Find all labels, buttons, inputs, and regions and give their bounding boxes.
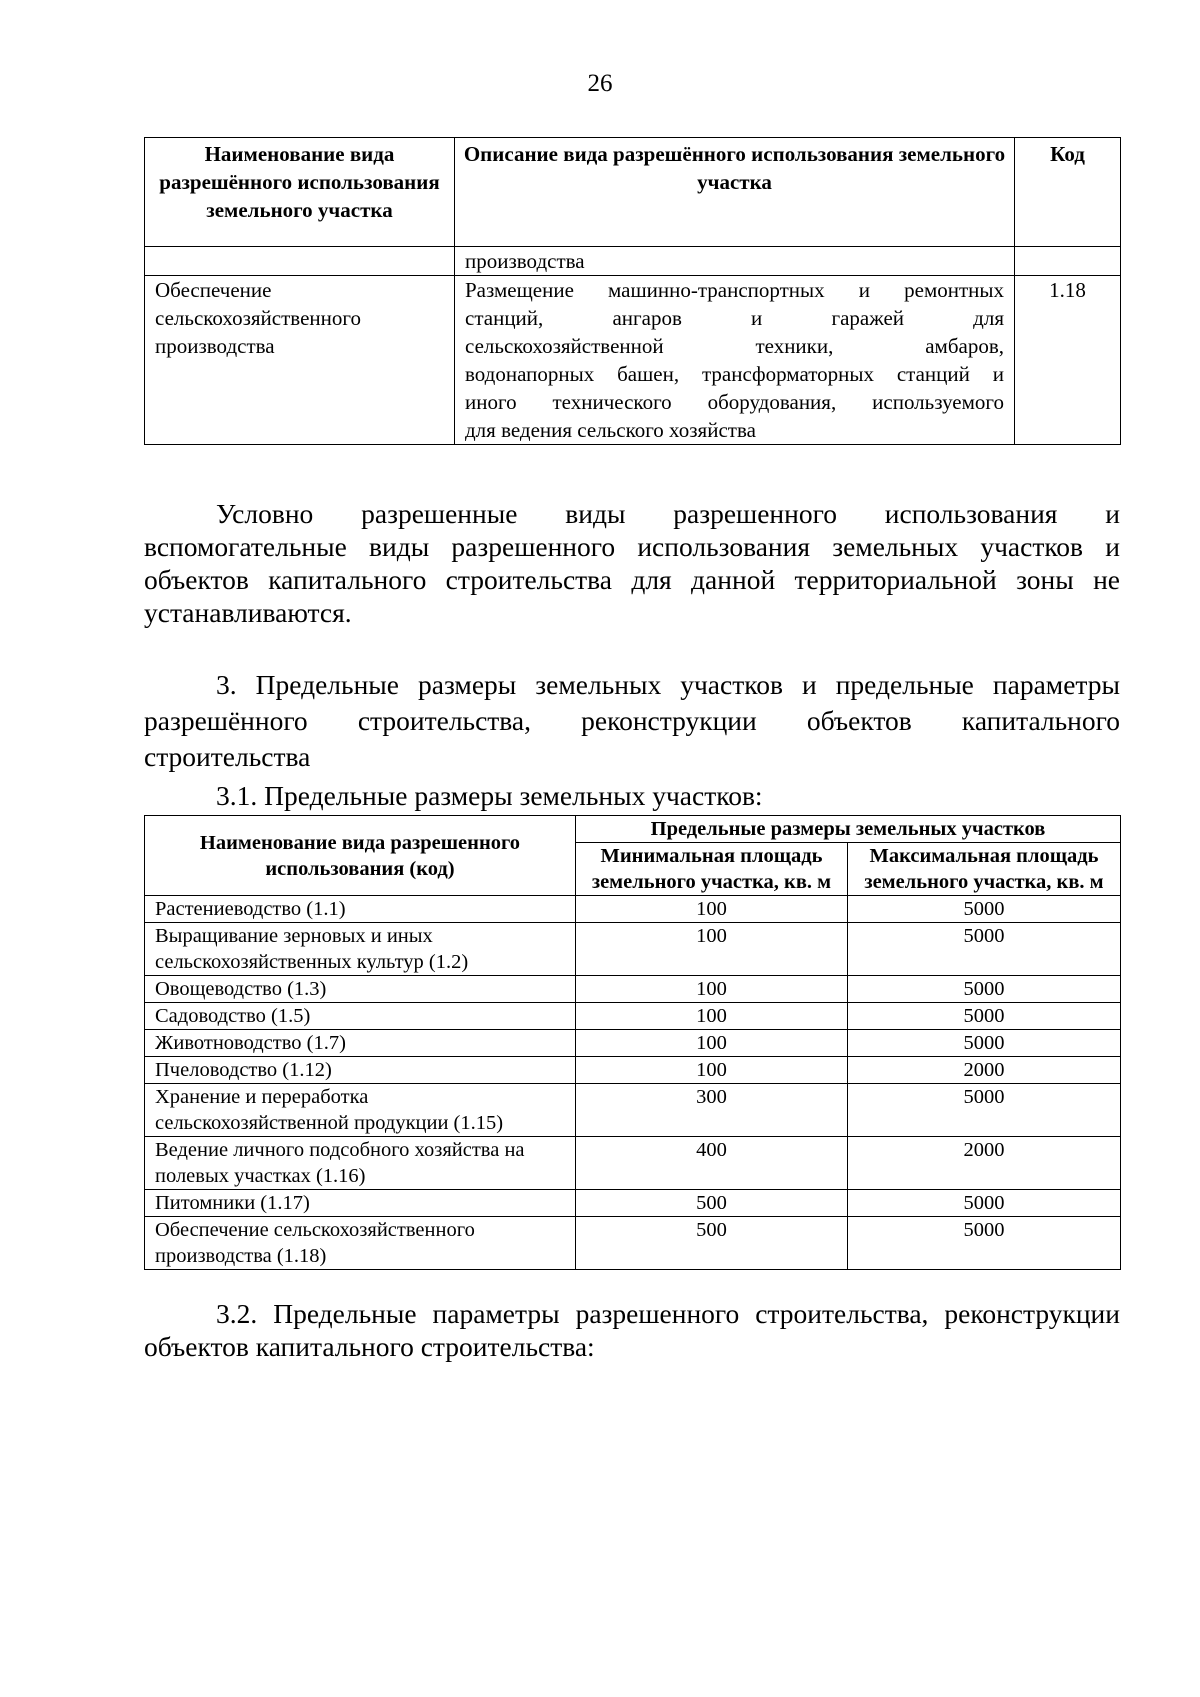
table-row [145,1003,1121,1030]
header-min-area: Минимальная площадь земельного участка, кв. м [576,843,848,896]
cell-max-area: 5000 [848,1190,1121,1217]
header-use-name-code: Наименование вида разрешенного использования (код) [145,816,576,896]
paragraph-line: объектов капитального строительства для данной территориальной зоны не [144,564,1120,595]
cell-use-code [1015,247,1121,276]
permitted-uses-table [144,137,1121,445]
table-header-row [145,816,1121,843]
cell-min-area: 100 [576,1003,848,1030]
description-line: станций, ангаров и гаражей для [465,306,1004,330]
cell-use-name: Хранение и переработка сельскохозяйственной продукции (1.15) [145,1084,576,1137]
description-line: сельскохозяйственной техники, амбаров, [465,334,1004,358]
cell-use-name: Садоводство (1.5) [145,1003,576,1030]
table-row [145,247,1121,276]
table-row [145,896,1121,923]
cell-min-area: 100 [576,896,848,923]
heading-line: разрешённого строительства, реконструкции объектов капитального [144,705,1120,736]
header-max-area: Максимальная площадь земельного участка, кв. м [848,843,1121,896]
description-line: иного технического оборудования, используемого [465,390,1004,414]
section-3-1-heading: 3.1. Предельные размеры земельных участков: [216,780,763,811]
cell-use-name: Животноводство (1.7) [145,1030,576,1057]
cell-min-area: 300 [576,1084,848,1137]
cell-max-area: 2000 [848,1057,1121,1084]
header-size-limits: Предельные размеры земельных участков [576,816,1121,843]
table-header-row [145,138,1121,247]
table-row [145,1030,1121,1057]
cell-max-area: 2000 [848,1137,1121,1190]
cell-min-area: 500 [576,1190,848,1217]
conditional-uses-paragraph [144,497,1120,629]
cell-use-name: Пчеловодство (1.12) [145,1057,576,1084]
paragraph-line: Условно разрешенные виды разрешенного использования и [216,498,1120,529]
cell-use-name: Обеспечение сельскохозяйственного производства [145,276,455,445]
cell-use-name: Овощеводство (1.3) [145,976,576,1003]
cell-min-area: 100 [576,976,848,1003]
cell-min-area: 500 [576,1217,848,1270]
cell-use-name: Выращивание зерновых и иных сельскохозяйственных культур (1.2) [145,923,576,976]
paragraph-line: 3.2. Предельные параметры разрешенного строительства, реконструкции [216,1298,1120,1329]
heading-line: строительства [144,741,311,772]
cell-max-area: 5000 [848,1003,1121,1030]
cell-max-area: 5000 [848,1084,1121,1137]
cell-max-area: 5000 [848,1217,1121,1270]
table-row [145,923,1121,976]
cell-use-name: Обеспечение сельскохозяйственного производства (1.18) [145,1217,576,1270]
paragraph-line: устанавливаются. [144,597,352,628]
header-use-code: Код [1015,138,1121,247]
header-use-description: Описание вида разрешённого использования земельного участка [455,138,1015,247]
table-row [145,1137,1121,1190]
table-row [145,1217,1121,1270]
cell-min-area: 100 [576,923,848,976]
paragraph-line: вспомогательные виды разрешенного использования земельных участков и [144,531,1120,562]
cell-use-name: Растениеводство (1.1) [145,896,576,923]
cell-use-code: 1.18 [1015,276,1121,445]
cell-use-name [145,247,455,276]
cell-min-area: 100 [576,1057,848,1084]
cell-max-area: 5000 [848,896,1121,923]
description-line: Размещение машинно-транспортных и ремонтных [465,278,1004,302]
cell-min-area: 400 [576,1137,848,1190]
cell-max-area: 5000 [848,976,1121,1003]
table-row [145,976,1121,1003]
description-line: для ведения сельского хозяйства [465,418,756,442]
page-number: 26 [587,70,613,97]
cell-use-description: производства [455,247,1015,276]
cell-use-description [455,276,1015,445]
table-row [145,1084,1121,1137]
heading-line: 3. Предельные размеры земельных участков и предельные параметры [216,669,1120,700]
paragraph-line: объектов капитального строительства: [144,1331,595,1362]
description-line: водонапорных башен, трансформаторных станций и [465,362,1004,386]
header-use-name: Наименование вида разрешённого использования земельного участка [145,138,455,247]
cell-min-area: 100 [576,1030,848,1057]
table-row [145,1190,1121,1217]
plot-sizes-table [144,815,1121,1270]
table-row [145,276,1121,445]
cell-use-name: Питомники (1.17) [145,1190,576,1217]
cell-max-area: 5000 [848,923,1121,976]
section-3-2-paragraph [144,1297,1120,1363]
section-3-heading [144,667,1120,775]
cell-max-area: 5000 [848,1030,1121,1057]
table-row [145,1057,1121,1084]
cell-use-name: Ведение личного подсобного хозяйства на полевых участках (1.16) [145,1137,576,1190]
